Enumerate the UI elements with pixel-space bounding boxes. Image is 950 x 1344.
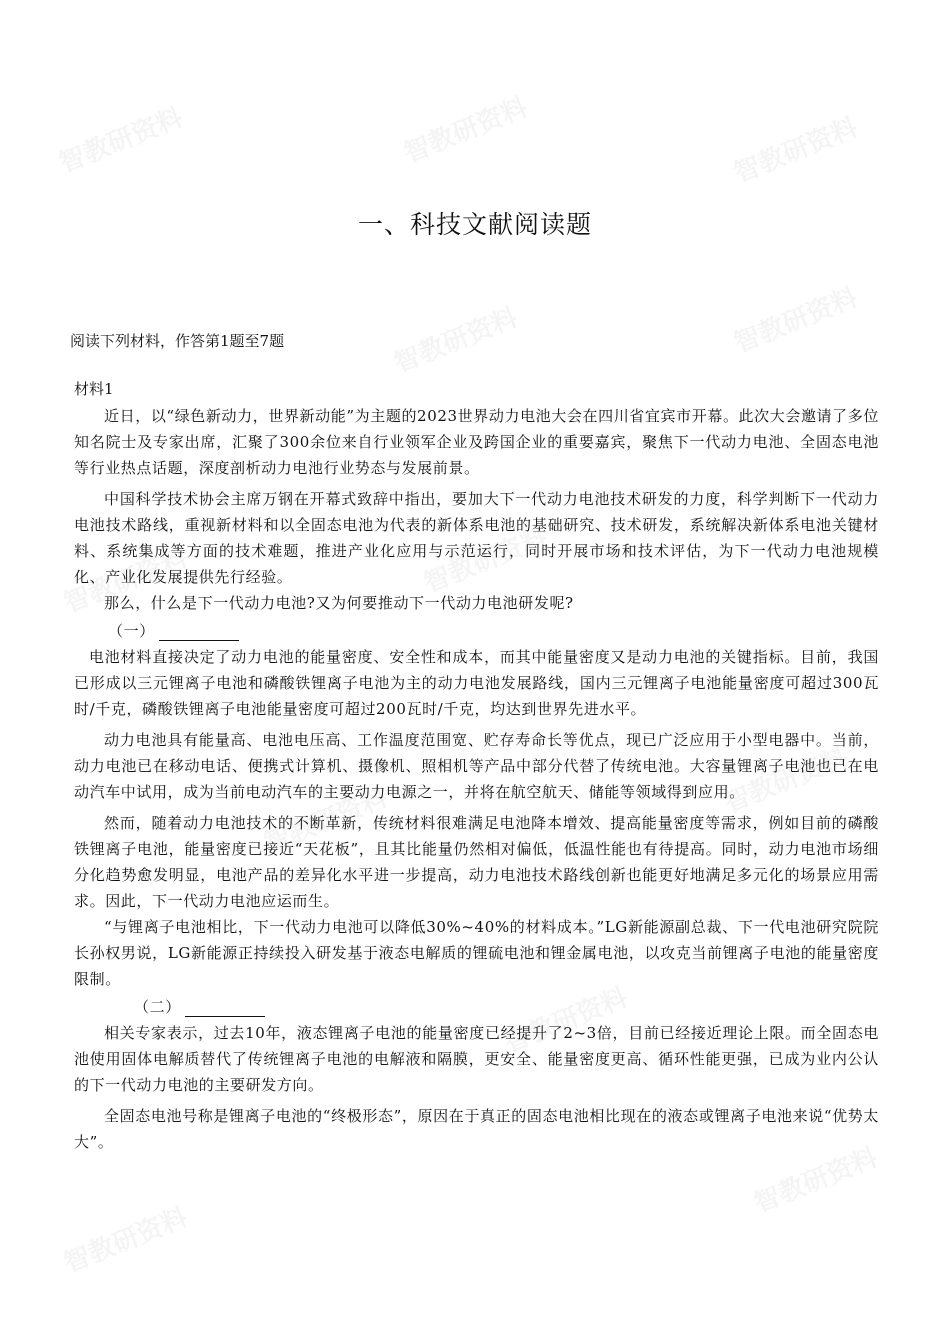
paragraph: 中国科学技术协会主席万钢在开幕式致辞中指出，要加大下一代动力电池技术研发的力度，科学判断下一代动力电池技术路线，重视新材料和以全固态电池为代表的新体系电池的基础研究、技术研发，系统解决新体系电池关键材料、系统集成等方面的技术难题，推进产业化应用与示范运行，同时开展市场和技术评估，为下一代动力电池规模化、产业化发展提供先行经验。 <box>74 490 879 586</box>
paragraph: 动力电池具有能量高、电池电压高、工作温度范围宽、贮存寿命长等优点，现已广泛应用于小型电器中。当前，动力电池已在移动电话、便携式计算机、摄像机、照相机等产品中部分代替了传统电池。大容量锂离子电池也已在电动汽车中试用，成为当前电动汽车的主要动力电源之一，并将在航空航天、储能等领域得到应用。 <box>74 731 879 801</box>
watermark <box>58 1197 192 1280</box>
paragraph: 然而，随着动力电池技术的不断革新，传统材料很难满足电池降本增效、提高能量密度等需求，例如目前的磷酸铁锂离子电池，能量密度已接近“天花板”，且其比能量仍然相对偏低，低温性能也有待提高。同时，动力电池市场细分化趋势愈发明显，电池产品的差异化水平进一步提高，动力电池技术路线创新也能更好地满足多元化的场景应用需求。因此，下一代动力电池应运而生。 <box>74 814 879 910</box>
watermark <box>398 87 532 170</box>
watermark <box>388 297 522 380</box>
section-label: （二） <box>134 998 181 1016</box>
paragraph: 相关专家表示，过去10年，液态锂离子电池的能量密度已经提升了2~3倍，目前已经接近理论上限。而全固态电池使用固体电解质替代了传统锂离子电池的电解液和隔膜，更安全、能量密度更高、循环性能更强，已成为业内公认的下一代动力电池的主要研发方向。 <box>74 1024 879 1094</box>
fill-blank[interactable] <box>159 624 239 641</box>
material-label: 材料1 <box>74 380 114 398</box>
watermark <box>53 97 187 180</box>
page-title: 一、科技文献阅读题 <box>357 210 592 239</box>
watermark <box>728 277 862 360</box>
instruction-text: 阅读下列材料，作答第1题至7题 <box>70 332 285 350</box>
paragraph: 电池材料直接决定了动力电池的能量密度、安全性和成本，而其中能量密度又是动力电池的关键指标。目前，我国已形成以三元锂离子电池和磷酸铁锂离子电池为主的动力电池发展路线，国内三元锂离子电池能量密度可超过300瓦时/千克，磷酸铁锂离子电池能量密度可超过200瓦时/千克，均达到世界先进水平。 <box>74 648 879 718</box>
fill-blank[interactable] <box>185 1000 265 1017</box>
section-heading-1 <box>74 618 879 644</box>
paragraph: “与锂离子电池相比，下一代动力电池可以降低30%~40%的材料成本。”LG新能源副总裁、下一代电池研究院院长孙权男说，LG新能源正持续投入研发基于液态电解质的锂硫电池和锂金属电池，以攻克当前锂离子电池的能量密度限制。 <box>74 918 879 988</box>
section-label: （一） <box>108 622 155 640</box>
section-heading-2 <box>74 994 879 1020</box>
watermark <box>728 107 862 190</box>
article-body <box>74 403 879 1155</box>
paragraph: 近日，以“绿色新动力，世界新动能”为主题的2023世界动力电池大会在四川省宜宾市开幕。此次大会邀请了多位知名院士及专家出席，汇聚了300余位来自行业领军企业及跨国企业的重要嘉宾，聚焦下一代动力电池、全固态电池等行业热点话题，深度剖析动力电池行业势态与发展前景。 <box>74 407 879 477</box>
paragraph: 全固态电池号称是锂离子电池的“终极形态”，原因在于真正的固态电池相比现在的液态或锂离子电池来说“优势太大”。 <box>74 1107 879 1151</box>
paragraph: 那么，什么是下一代动力电池?又为何要推动下一代动力电池研发呢? <box>104 594 574 612</box>
